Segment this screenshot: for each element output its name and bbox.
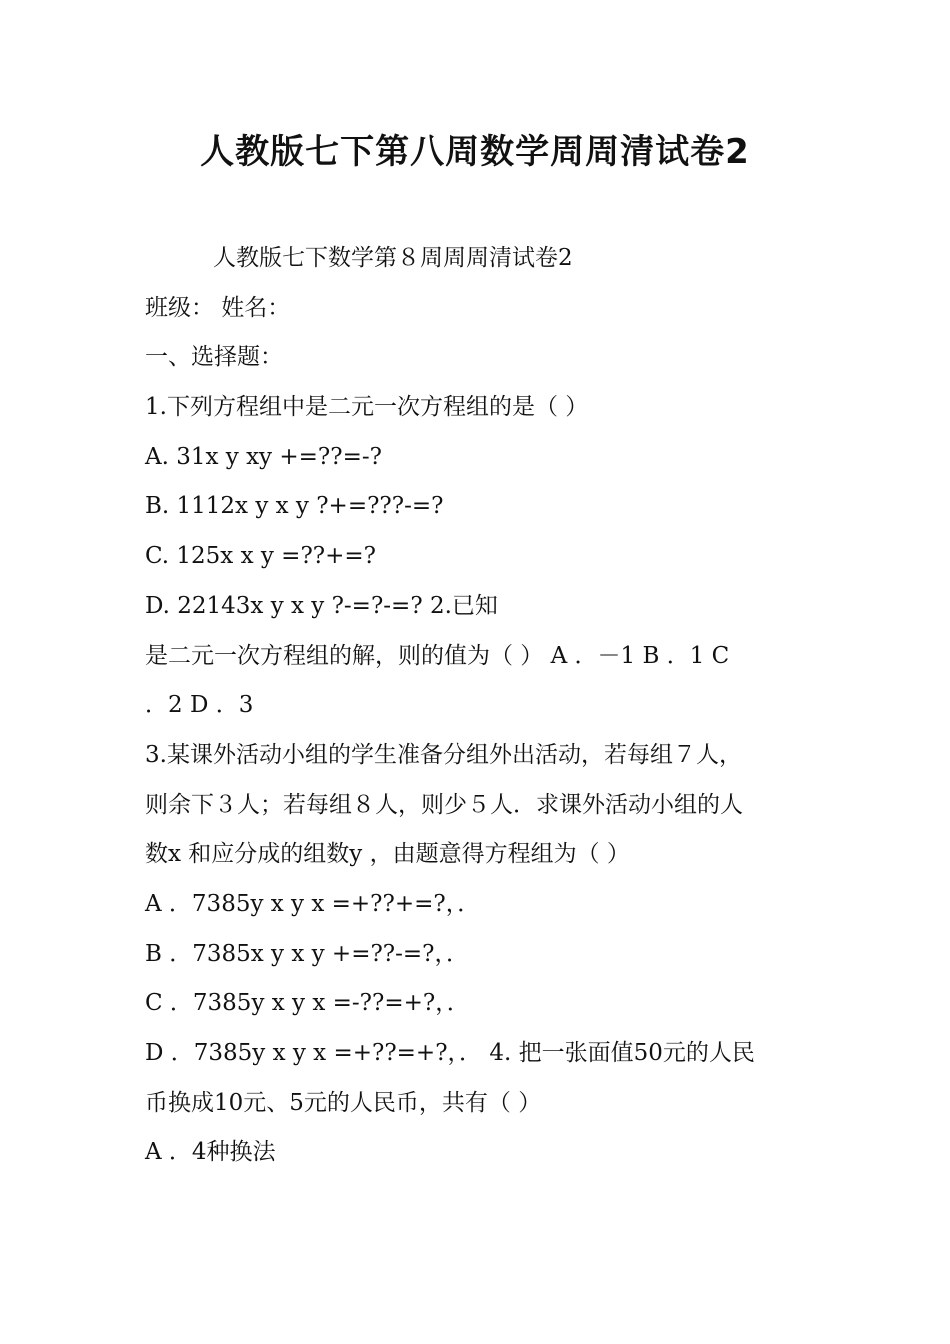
class-name-line: 班级： 姓名： (145, 294, 291, 321)
question-3-option-b: B ．7385x y x y +=??-=?，． (145, 940, 469, 967)
question-3-option-a: A ．7385y x y x =+??+=?，． (145, 890, 481, 917)
question-3-option-d: D ．7385y x y x =+??=+?，． 4. 把一张面值50元的人民 (145, 1040, 755, 1066)
question-4-option-a: A ．4种换法 (145, 1139, 276, 1166)
question-3-line-2: 则余下３人；若每组８人，则少５人．求课外活动小组的人 (145, 791, 743, 818)
question-4-line-2: 币换成10元、5元的人民币，共有（ ） (145, 1089, 542, 1116)
question-3-line-3: 数x 和应分成的组数y ，由题意得方程组为（ ） (145, 841, 630, 868)
question-2-text: 是二元一次方程组的解，则的值为（ ） A ．－1 B ．1 C (145, 642, 730, 669)
question-1-option-d: D. 22143x y x y ?-=?-=? 2.已知 (145, 592, 498, 619)
question-2-options: ．2 D ．3 (145, 692, 254, 719)
question-3-option-c: C ．7385y x y x =-??=+?，． (145, 990, 470, 1017)
subtitle-line: 人教版七下数学第８周周周清试卷2 (213, 245, 573, 271)
question-1: 1.下列方程组中是二元一次方程组的是（ ） (145, 394, 589, 421)
question-1-option-c: C. 125x x y =??+=? (145, 543, 376, 570)
question-3-line-1: 3.某课外活动小组的学生准备分组外出活动，若每组７人， (145, 741, 742, 768)
document-title: 人教版七下第八周数学周周清试卷2 (200, 132, 750, 172)
question-1-option-b: B. 1112x y x y ?+=???-=? (145, 493, 444, 520)
document-body (145, 234, 815, 1178)
section-heading: 一、选择题： (145, 344, 283, 371)
question-1-option-a: A. 31x y xy +=??=-? (145, 443, 382, 470)
